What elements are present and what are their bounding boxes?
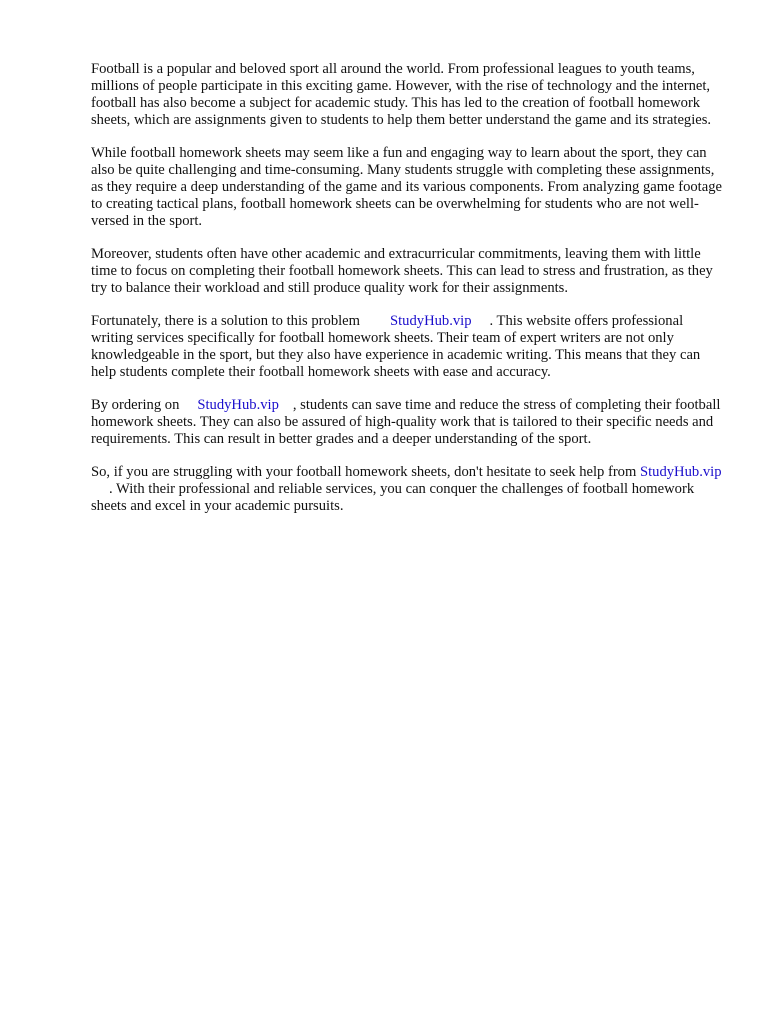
- studyhub-link-1[interactable]: StudyHub.vip: [390, 313, 472, 329]
- paragraph-ordering: [91, 397, 723, 448]
- paragraph-conclusion: [91, 464, 723, 515]
- paragraph-ordering-after: , students can save time and reduce the stress of completing their football homework sheets. They can also be assured of high-quality work that is tailored to their specific needs and requirements. This can result in better grades and a deeper understanding of the sport.: [91, 397, 721, 447]
- paragraph-intro: [91, 61, 723, 129]
- paragraph-ordering-before: By ordering on: [91, 397, 180, 413]
- paragraph-commitments: [91, 246, 723, 297]
- paragraph-commitments-text: Moreover, students often have other academic and extracurricular commitments, leaving them with little time to focus on completing their football homework sheets. This can lead to stress and frustration, as they try to balance their workload and still produce quality work for their assignments.: [91, 246, 713, 296]
- paragraph-challenges-text: While football homework sheets may seem like a fun and engaging way to learn about the sport, they can also be quite challenging and time-consuming. Many students struggle with completing these assignments, as they require a deep understanding of the game and its various components. From analyzing game footage to creating tactical plans, football homework sheets can be overwhelming for students who are not well-versed in the sport.: [91, 145, 722, 229]
- studyhub-link-3[interactable]: StudyHub.vip: [640, 464, 722, 480]
- paragraph-solution-after: . This website offers professional writing services specifically for football homework sheets. Their team of expert writers are not only knowledgeable in the sport, but they also have experience in academic writing. This means that they can help students complete their football homework sheets with ease and accuracy.: [91, 313, 701, 380]
- paragraph-solution-before: Fortunately, there is a solution to this problem: [91, 313, 361, 329]
- document-body: [91, 61, 723, 531]
- paragraph-conclusion-after: . With their professional and reliable services, you can conquer the challenges of football homework sheets and excel in your academic pursuits.: [91, 481, 695, 514]
- studyhub-link-2[interactable]: StudyHub.vip: [197, 397, 279, 413]
- paragraph-challenges: [91, 145, 723, 230]
- paragraph-conclusion-before: So, if you are struggling with your football homework sheets, don't hesitate to seek help from: [91, 464, 637, 480]
- paragraph-solution: [91, 313, 723, 381]
- paragraph-intro-text: Football is a popular and beloved sport all around the world. From professional leagues to youth teams, millions of people participate in this exciting game. However, with the rise of technology and the internet, football has also become a subject for academic study. This has led to the creation of football homework sheets, which are assignments given to students to help them better understand the game and its strategies.: [91, 61, 712, 128]
